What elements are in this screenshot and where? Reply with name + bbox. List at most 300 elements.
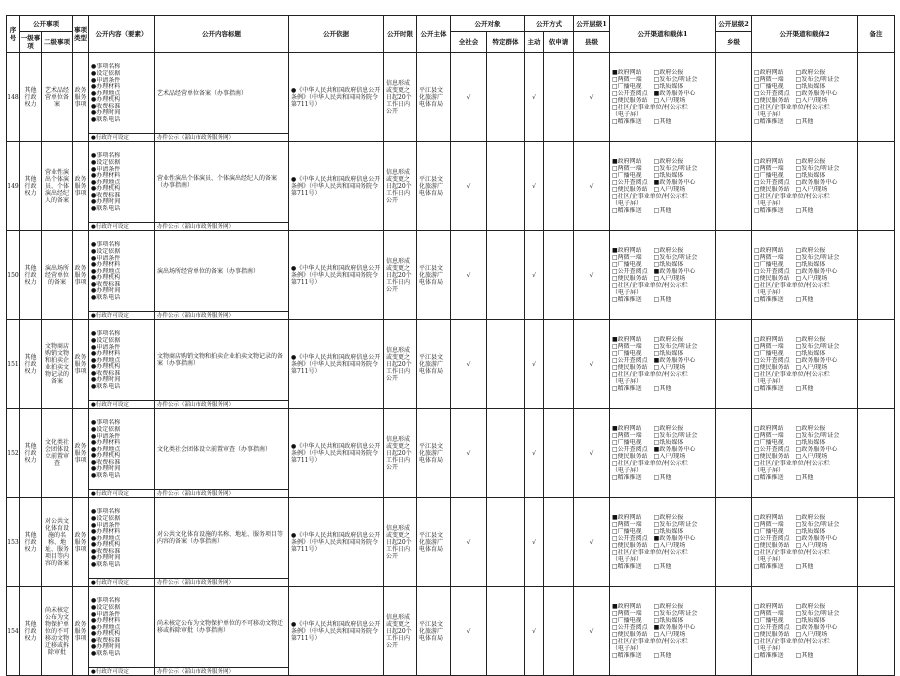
- element-label: 办理地点: [96, 534, 121, 542]
- channel-option: ■政府网站 □政府公报: [612, 425, 684, 432]
- element-item: ●设定依据: [91, 603, 121, 611]
- title-sub-cell: 办件公示（韶山市政务服务网）: [155, 223, 289, 231]
- channel-option: □公开查阅点 ■政务服务中心: [612, 179, 696, 186]
- header-remarks: 备注: [858, 16, 895, 53]
- remarks-cell: [858, 53, 895, 142]
- time-limit-cell: 信息形成或变更之日起20个工作日内公开: [384, 587, 417, 676]
- channel-option: □广播电视 □纸质媒体: [754, 439, 826, 446]
- basis-cell: ●《中华人民共和国政府信息公开条例》（中华人民共和国国务院令第711号）: [289, 409, 384, 498]
- header-type: 事项类型: [73, 16, 89, 53]
- element-bottom-line: ●行政许可设定: [89, 668, 155, 676]
- channel-option: □精准推送 □其他: [612, 385, 672, 392]
- header-channel1: 公开渠道和载体1: [610, 16, 716, 53]
- channels1-cell: [610, 231, 716, 320]
- elements-list: [89, 587, 155, 668]
- mode-request-cell: [544, 498, 574, 587]
- element-bottom-line: ●行政许可设定: [89, 579, 155, 587]
- subject-cell: 平江县文化旅游广电体育局: [417, 53, 451, 142]
- element-item: ●事项名称: [91, 330, 121, 337]
- element-label: 事项名称: [96, 330, 121, 337]
- channel-option: □社区/企事业单位/村公示栏: [754, 371, 830, 378]
- header-township: 乡级: [716, 32, 752, 53]
- channels1-cell: [610, 320, 716, 409]
- element-bottom-label: 行政许可设定: [95, 401, 129, 408]
- channel-option: □社区/企事业单位/村公示栏: [754, 460, 830, 467]
- channels1-cell: [610, 409, 716, 498]
- element-label: 设定依据: [96, 247, 121, 255]
- channel-option: ■政府网站 □政府公报: [612, 69, 684, 76]
- element-item: ●设定依据: [91, 336, 121, 344]
- channels2-cell: [752, 320, 858, 409]
- element-item: ●设定依据: [91, 514, 121, 522]
- township-cell: [716, 409, 752, 498]
- type-cell: 政务服务事项: [73, 231, 89, 320]
- remarks-cell: [858, 587, 895, 676]
- element-item: ●事项名称: [91, 152, 121, 159]
- channel-option: （电子屏）: [612, 645, 643, 652]
- type-cell: 政务服务事项: [73, 320, 89, 409]
- time-limit-cell: 信息形成或变更之日起20个工作日内公开: [384, 142, 417, 231]
- channel-option: ■政府网站 □政府公报: [612, 603, 684, 610]
- element-item: ●办理地点: [91, 89, 121, 97]
- element-bottom-line: ●行政许可设定: [89, 490, 155, 498]
- element-label: 收费标准: [96, 547, 121, 555]
- channel-option: □社区/企事业单位/村公示栏: [754, 638, 830, 645]
- element-label: 申请条件: [96, 521, 121, 529]
- title-cell: 文物商店购销文物和拍卖企业拍卖文物记录的备案（办事指南）: [155, 320, 289, 401]
- target-all-cell: √: [451, 142, 487, 231]
- element-label: 办理机构: [96, 541, 121, 548]
- mode-request-cell: [544, 320, 574, 409]
- element-item: ●联系电话: [91, 561, 121, 568]
- element-label: 设定依据: [96, 69, 121, 77]
- element-item: ●办理材料: [91, 261, 121, 268]
- target-specific-cell: [487, 142, 525, 231]
- target-specific-cell: [487, 409, 525, 498]
- channel-option: （电子屏）: [612, 111, 643, 118]
- channel-option: □广播电视 □纸质媒体: [612, 350, 684, 357]
- element-label: 办理机构: [96, 274, 121, 281]
- element-label: 办理地点: [96, 89, 121, 97]
- element-bottom-label: 行政许可设定: [95, 668, 129, 675]
- element-label: 设定依据: [96, 603, 121, 611]
- channel-option: □两微一端 □发布会/听证会: [612, 165, 698, 172]
- channel-option: □社区/企事业单位/村公示栏: [612, 282, 688, 289]
- channel-option: □社区/企事业单位/村公示栏: [612, 193, 688, 200]
- element-label: 设定依据: [96, 425, 121, 433]
- element-item: ●收费标准: [91, 369, 121, 377]
- channel-option: □便民服务站 □入户/现场: [612, 364, 686, 371]
- channel-option: □精准推送 □其他: [754, 474, 814, 481]
- element-item: ●办理材料: [91, 350, 121, 357]
- header-mode: 公开方式: [525, 16, 574, 32]
- element-item: ●收费标准: [91, 102, 121, 110]
- element-item: ●办理地点: [91, 445, 121, 453]
- element-label: 联系电话: [96, 650, 121, 657]
- channel-option: □两微一端 □发布会/听证会: [754, 76, 840, 83]
- channel-option: □两微一端 □发布会/听证会: [612, 432, 698, 439]
- channel-option: □精准推送 □其他: [754, 118, 814, 125]
- element-label: 联系电话: [96, 205, 121, 212]
- element-label: 办理材料: [96, 439, 121, 446]
- channel-option: （电子屏）: [612, 556, 643, 563]
- township-cell: [716, 53, 752, 142]
- mode-request-cell: [544, 587, 574, 676]
- element-label: 设定依据: [96, 514, 121, 522]
- seq-cell: 152: [7, 409, 20, 498]
- element-label: 办理时间: [96, 109, 121, 117]
- element-label: 办理时间: [96, 287, 121, 295]
- channel-option: □广播电视 □纸质媒体: [612, 261, 684, 268]
- channels2-cell: [752, 587, 858, 676]
- element-label: 办理机构: [96, 452, 121, 459]
- element-item: ●办理地点: [91, 356, 121, 364]
- element-item: ●事项名称: [91, 419, 121, 426]
- mode-active-cell: √: [525, 320, 544, 409]
- remarks-cell: [858, 498, 895, 587]
- element-bottom-label: 行政许可设定: [95, 312, 129, 319]
- element-label: 办理材料: [96, 261, 121, 268]
- title-sub-cell: 办件公示（韶山市政务服务网）: [155, 490, 289, 498]
- channels1-cell: [610, 587, 716, 676]
- element-item: ●办理机构: [91, 185, 121, 192]
- element-label: 办理材料: [96, 617, 121, 624]
- element-bottom-label: 行政许可设定: [95, 579, 129, 586]
- channel-option: □两微一端 □发布会/听证会: [612, 76, 698, 83]
- channel-option: ■政府网站 □政府公报: [612, 336, 684, 343]
- title-sub-cell: 办件公示（韶山市政务服务网）: [155, 401, 289, 409]
- level2-cell: 营业性演出个体演员、个体演出经纪人的备案: [42, 142, 73, 231]
- subject-cell: 平江县文化旅游广电体育局: [417, 409, 451, 498]
- county-cell: √: [574, 142, 610, 231]
- channel-option: □社区/企事业单位/村公示栏: [754, 104, 830, 111]
- title-cell: 尚未核定公布为文物保护单位的不可移动文物迁移或拆除审批（办事指南）: [155, 587, 289, 668]
- channel-option: □社区/企事业单位/村公示栏: [754, 193, 830, 200]
- element-label: 申请条件: [96, 343, 121, 351]
- element-item: ●收费标准: [91, 191, 121, 199]
- channel-option: □公开查阅点 □政务服务中心: [754, 535, 838, 542]
- basis-cell: ●《中华人民共和国政府信息公开条例》（中华人民共和国国务院令第711号）: [289, 53, 384, 142]
- channel-option: （电子屏）: [612, 289, 643, 296]
- element-label: 办理地点: [96, 445, 121, 453]
- element-item: ●办理时间: [91, 109, 121, 117]
- channel-option: □两微一端 □发布会/听证会: [754, 165, 840, 172]
- header-target-all: 全社会: [451, 32, 487, 53]
- channel-option: （电子屏）: [612, 467, 643, 474]
- title-cell: 对公共文化体育设施的名称、地址、服务项目等内容的备案（办事指南）: [155, 498, 289, 579]
- element-item: ●办理时间: [91, 287, 121, 295]
- channel-option: □广播电视 □纸质媒体: [754, 172, 826, 179]
- channel-option: □便民服务站 □入户/现场: [754, 97, 828, 104]
- county-cell: √: [574, 320, 610, 409]
- element-label: 事项名称: [96, 419, 121, 426]
- element-label: 办理时间: [96, 643, 121, 651]
- element-item: ●办理机构: [91, 274, 121, 281]
- remarks-cell: [858, 142, 895, 231]
- element-item: ●申请条件: [91, 76, 121, 84]
- element-label: 办理时间: [96, 198, 121, 206]
- element-item: ●办理机构: [91, 452, 121, 459]
- element-label: 办理地点: [96, 178, 121, 186]
- element-item: ●办理材料: [91, 617, 121, 624]
- channel-option: □便民服务站 □入户/现场: [754, 275, 828, 282]
- element-item: ●事项名称: [91, 241, 121, 248]
- seq-cell: 153: [7, 498, 20, 587]
- channel-option: □广播电视 □纸质媒体: [754, 617, 826, 624]
- channels1-cell: [610, 53, 716, 142]
- channel-option: □公开查阅点 □政务服务中心: [754, 179, 838, 186]
- channel-option: □公开查阅点 □政务服务中心: [754, 357, 838, 364]
- element-bottom-line: ●行政许可设定: [89, 312, 155, 320]
- township-cell: [716, 231, 752, 320]
- header-level-group2: 公开层级2: [716, 16, 752, 32]
- header-subject: 公开主体: [417, 16, 451, 53]
- channel-option: □政府网站 □政府公报: [754, 425, 826, 432]
- remarks-cell: [858, 320, 895, 409]
- elements-list: [89, 409, 155, 490]
- element-bottom-label: 行政许可设定: [95, 223, 129, 230]
- remarks-cell: [858, 409, 895, 498]
- channel-option: □精准推送 □其他: [754, 652, 814, 659]
- element-label: 事项名称: [96, 597, 121, 604]
- mode-active-cell: √: [525, 587, 544, 676]
- channel-option: □便民服务站 □入户/现场: [612, 631, 686, 638]
- target-specific-cell: [487, 320, 525, 409]
- element-item: ●事项名称: [91, 508, 121, 515]
- target-all-cell: √: [451, 409, 487, 498]
- element-item: ●联系电话: [91, 116, 121, 123]
- channel-option: ■政府网站 □政府公报: [612, 158, 684, 165]
- mode-request-cell: [544, 409, 574, 498]
- element-item: ●设定依据: [91, 247, 121, 255]
- title-cell: 演出场所经营单位的备案（办事指南）: [155, 231, 289, 312]
- channel-option: □公开查阅点 □政务服务中心: [754, 446, 838, 453]
- type-cell: 政务服务事项: [73, 53, 89, 142]
- channel-option: □两微一端 □发布会/听证会: [754, 432, 840, 439]
- element-label: 联系电话: [96, 472, 121, 479]
- level1-cell: 其他行政权力: [20, 53, 42, 142]
- mode-request-cell: [544, 142, 574, 231]
- element-label: 办理地点: [96, 267, 121, 275]
- channel-option: □政府网站 □政府公报: [754, 247, 826, 254]
- channel-option: □两微一端 □发布会/听证会: [612, 343, 698, 350]
- element-bottom-line: ●行政许可设定: [89, 401, 155, 409]
- type-cell: 政务服务事项: [73, 587, 89, 676]
- channel-option: □广播电视 □纸质媒体: [754, 350, 826, 357]
- element-label: 办理机构: [96, 96, 121, 103]
- mode-request-cell: [544, 53, 574, 142]
- element-label: 办理材料: [96, 172, 121, 179]
- elements-list: [89, 231, 155, 312]
- mode-request-cell: [544, 231, 574, 320]
- channel-option: □社区/企事业单位/村公示栏: [612, 549, 688, 556]
- channel-option: □精准推送 □其他: [612, 207, 672, 214]
- element-item: ●办理时间: [91, 376, 121, 384]
- subject-cell: 平江县文化旅游广电体育局: [417, 320, 451, 409]
- element-item: ●设定依据: [91, 425, 121, 433]
- element-label: 事项名称: [96, 152, 121, 159]
- channel-option: （电子屏）: [754, 645, 785, 652]
- element-label: 办理材料: [96, 83, 121, 90]
- township-cell: [716, 498, 752, 587]
- channel-option: □便民服务站 □入户/现场: [754, 453, 828, 460]
- element-item: ●事项名称: [91, 63, 121, 70]
- table-row: [7, 142, 895, 223]
- element-label: 办理机构: [96, 185, 121, 192]
- element-label: 事项名称: [96, 508, 121, 515]
- channel-option: □精准推送 □其他: [612, 296, 672, 303]
- channel-option: □政府网站 □政府公报: [754, 603, 826, 610]
- element-item: ●申请条件: [91, 254, 121, 262]
- level2-cell: 文物商店购销文物和拍卖企业拍卖文物记录的备案: [42, 320, 73, 409]
- seq-cell: 154: [7, 587, 20, 676]
- channel-option: □公开查阅点 □政务服务中心: [754, 268, 838, 275]
- channel-option: □精准推送 □其他: [754, 296, 814, 303]
- element-item: ●办理时间: [91, 554, 121, 562]
- element-item: ●申请条件: [91, 165, 121, 173]
- element-item: ●办理机构: [91, 541, 121, 548]
- channel-option: □便民服务站 □入户/现场: [612, 275, 686, 282]
- channel-option: （电子屏）: [612, 200, 643, 207]
- element-item: ●办理时间: [91, 643, 121, 651]
- element-item: ●收费标准: [91, 636, 121, 644]
- element-item: ●办理时间: [91, 465, 121, 473]
- element-label: 办理材料: [96, 350, 121, 357]
- header-matter: 公开事项: [20, 16, 73, 32]
- header-channel2: 公开渠道和载体2: [752, 16, 858, 53]
- element-label: 联系电话: [96, 116, 121, 123]
- channel-option: □广播电视 □纸质媒体: [612, 172, 684, 179]
- header-county: 县级: [574, 32, 610, 53]
- element-label: 设定依据: [96, 158, 121, 166]
- type-cell: 政务服务事项: [73, 142, 89, 231]
- element-item: ●收费标准: [91, 458, 121, 466]
- element-item: ●办理材料: [91, 172, 121, 179]
- header-mode-active: 主动: [525, 32, 544, 53]
- target-specific-cell: [487, 53, 525, 142]
- table-row: [7, 231, 895, 312]
- level1-cell: 其他行政权力: [20, 142, 42, 231]
- channel-option: □广播电视 □纸质媒体: [754, 528, 826, 535]
- elements-list: [89, 53, 155, 134]
- level1-cell: 其他行政权力: [20, 409, 42, 498]
- element-label: 收费标准: [96, 636, 121, 644]
- element-item: ●联系电话: [91, 205, 121, 212]
- mode-active-cell: √: [525, 142, 544, 231]
- channel-option: □公开查阅点 □政务服务中心: [754, 624, 838, 631]
- element-item: ●申请条件: [91, 610, 121, 618]
- table-row: [7, 498, 895, 579]
- element-item: ●设定依据: [91, 69, 121, 77]
- channel-option: □精准推送 □其他: [612, 118, 672, 125]
- element-item: ●联系电话: [91, 383, 121, 390]
- channel-option: □社区/企事业单位/村公示栏: [612, 638, 688, 645]
- channel-option: （电子屏）: [754, 467, 785, 474]
- channel-option: （电子屏）: [754, 289, 785, 296]
- seq-cell: 149: [7, 142, 20, 231]
- element-label: 事项名称: [96, 63, 121, 70]
- header-row-1: [7, 16, 895, 32]
- subject-cell: 平江县文化旅游广电体育局: [417, 142, 451, 231]
- level2-cell: 对公共文化体育设施的名称、地址、服务项目等内容的备案: [42, 498, 73, 587]
- element-item: ●办理机构: [91, 96, 121, 103]
- channel-option: □精准推送 □其他: [612, 652, 672, 659]
- element-label: 申请条件: [96, 76, 121, 84]
- channel-option: □公开查阅点 ■政务服务中心: [612, 624, 696, 631]
- channel-option: □精准推送 □其他: [612, 563, 672, 570]
- basis-cell: ●《中华人民共和国政府信息公开条例》（中华人民共和国国务院令第711号）: [289, 587, 384, 676]
- channels2-cell: [752, 53, 858, 142]
- element-label: 收费标准: [96, 191, 121, 199]
- element-item: ●联系电话: [91, 650, 121, 657]
- element-label: 办理时间: [96, 465, 121, 473]
- channel-option: □社区/企事业单位/村公示栏: [754, 549, 830, 556]
- element-bottom-label: 行政许可设定: [95, 490, 129, 497]
- element-label: 办理地点: [96, 623, 121, 631]
- seq-cell: 150: [7, 231, 20, 320]
- basis-cell: ●《中华人民共和国政府信息公开条例》（中华人民共和国国务院令第711号）: [289, 320, 384, 409]
- target-all-cell: √: [451, 53, 487, 142]
- target-specific-cell: [487, 498, 525, 587]
- township-cell: [716, 142, 752, 231]
- element-item: ●设定依据: [91, 158, 121, 166]
- header-level-group1: 公开层级1: [574, 16, 610, 32]
- element-item: ●办理材料: [91, 528, 121, 535]
- level2-cell: 演出场所经营单位的备案: [42, 231, 73, 320]
- type-cell: 政务服务事项: [73, 498, 89, 587]
- element-label: 收费标准: [96, 369, 121, 377]
- element-item: ●收费标准: [91, 280, 121, 288]
- channel-option: （电子屏）: [754, 200, 785, 207]
- seq-cell: 151: [7, 320, 20, 409]
- elements-list: [89, 142, 155, 223]
- county-cell: √: [574, 53, 610, 142]
- channel-option: ■政府网站 □政府公报: [612, 247, 684, 254]
- channel-option: ■政府网站 □政府公报: [612, 514, 684, 521]
- title-sub-cell: 办件公示（韶山市政务服务网）: [155, 668, 289, 676]
- channel-option: （电子屏）: [754, 111, 785, 118]
- channel-option: □两微一端 □发布会/听证会: [754, 254, 840, 261]
- channel-option: （电子屏）: [612, 378, 643, 385]
- channel-option: □便民服务站 □入户/现场: [754, 542, 828, 549]
- channel-option: □社区/企事业单位/村公示栏: [612, 460, 688, 467]
- channel-option: □便民服务站 □入户/现场: [754, 631, 828, 638]
- basis-cell: ●《中华人民共和国政府信息公开条例》（中华人民共和国国务院令第711号）: [289, 142, 384, 231]
- type-cell: 政务服务事项: [73, 409, 89, 498]
- element-label: 联系电话: [96, 561, 121, 568]
- target-all-cell: √: [451, 231, 487, 320]
- header-content-elements: 公开内容（要素）: [89, 16, 155, 53]
- level1-cell: 其他行政权力: [20, 231, 42, 320]
- element-item: ●办理地点: [91, 534, 121, 542]
- channel-option: □精准推送 □其他: [754, 207, 814, 214]
- channel-option: □便民服务站 □入户/现场: [612, 542, 686, 549]
- township-cell: [716, 320, 752, 409]
- title-sub-cell: 办件公示（韶山市政务服务网）: [155, 134, 289, 142]
- element-item: ●联系电话: [91, 294, 121, 301]
- time-limit-cell: 信息形成或变更之日起20个工作日内公开: [384, 53, 417, 142]
- header-time-limit: 公开时限: [384, 16, 417, 53]
- element-item: ●办理材料: [91, 439, 121, 446]
- title-cell: 文化类社会团体设立前置审查（办事指南）: [155, 409, 289, 490]
- element-item: ●办理机构: [91, 630, 121, 637]
- element-item: ●办理地点: [91, 178, 121, 186]
- element-label: 收费标准: [96, 280, 121, 288]
- channel-option: □两微一端 □发布会/听证会: [612, 254, 698, 261]
- level1-cell: 其他行政权力: [20, 498, 42, 587]
- element-label: 收费标准: [96, 458, 121, 466]
- table-row: [7, 587, 895, 668]
